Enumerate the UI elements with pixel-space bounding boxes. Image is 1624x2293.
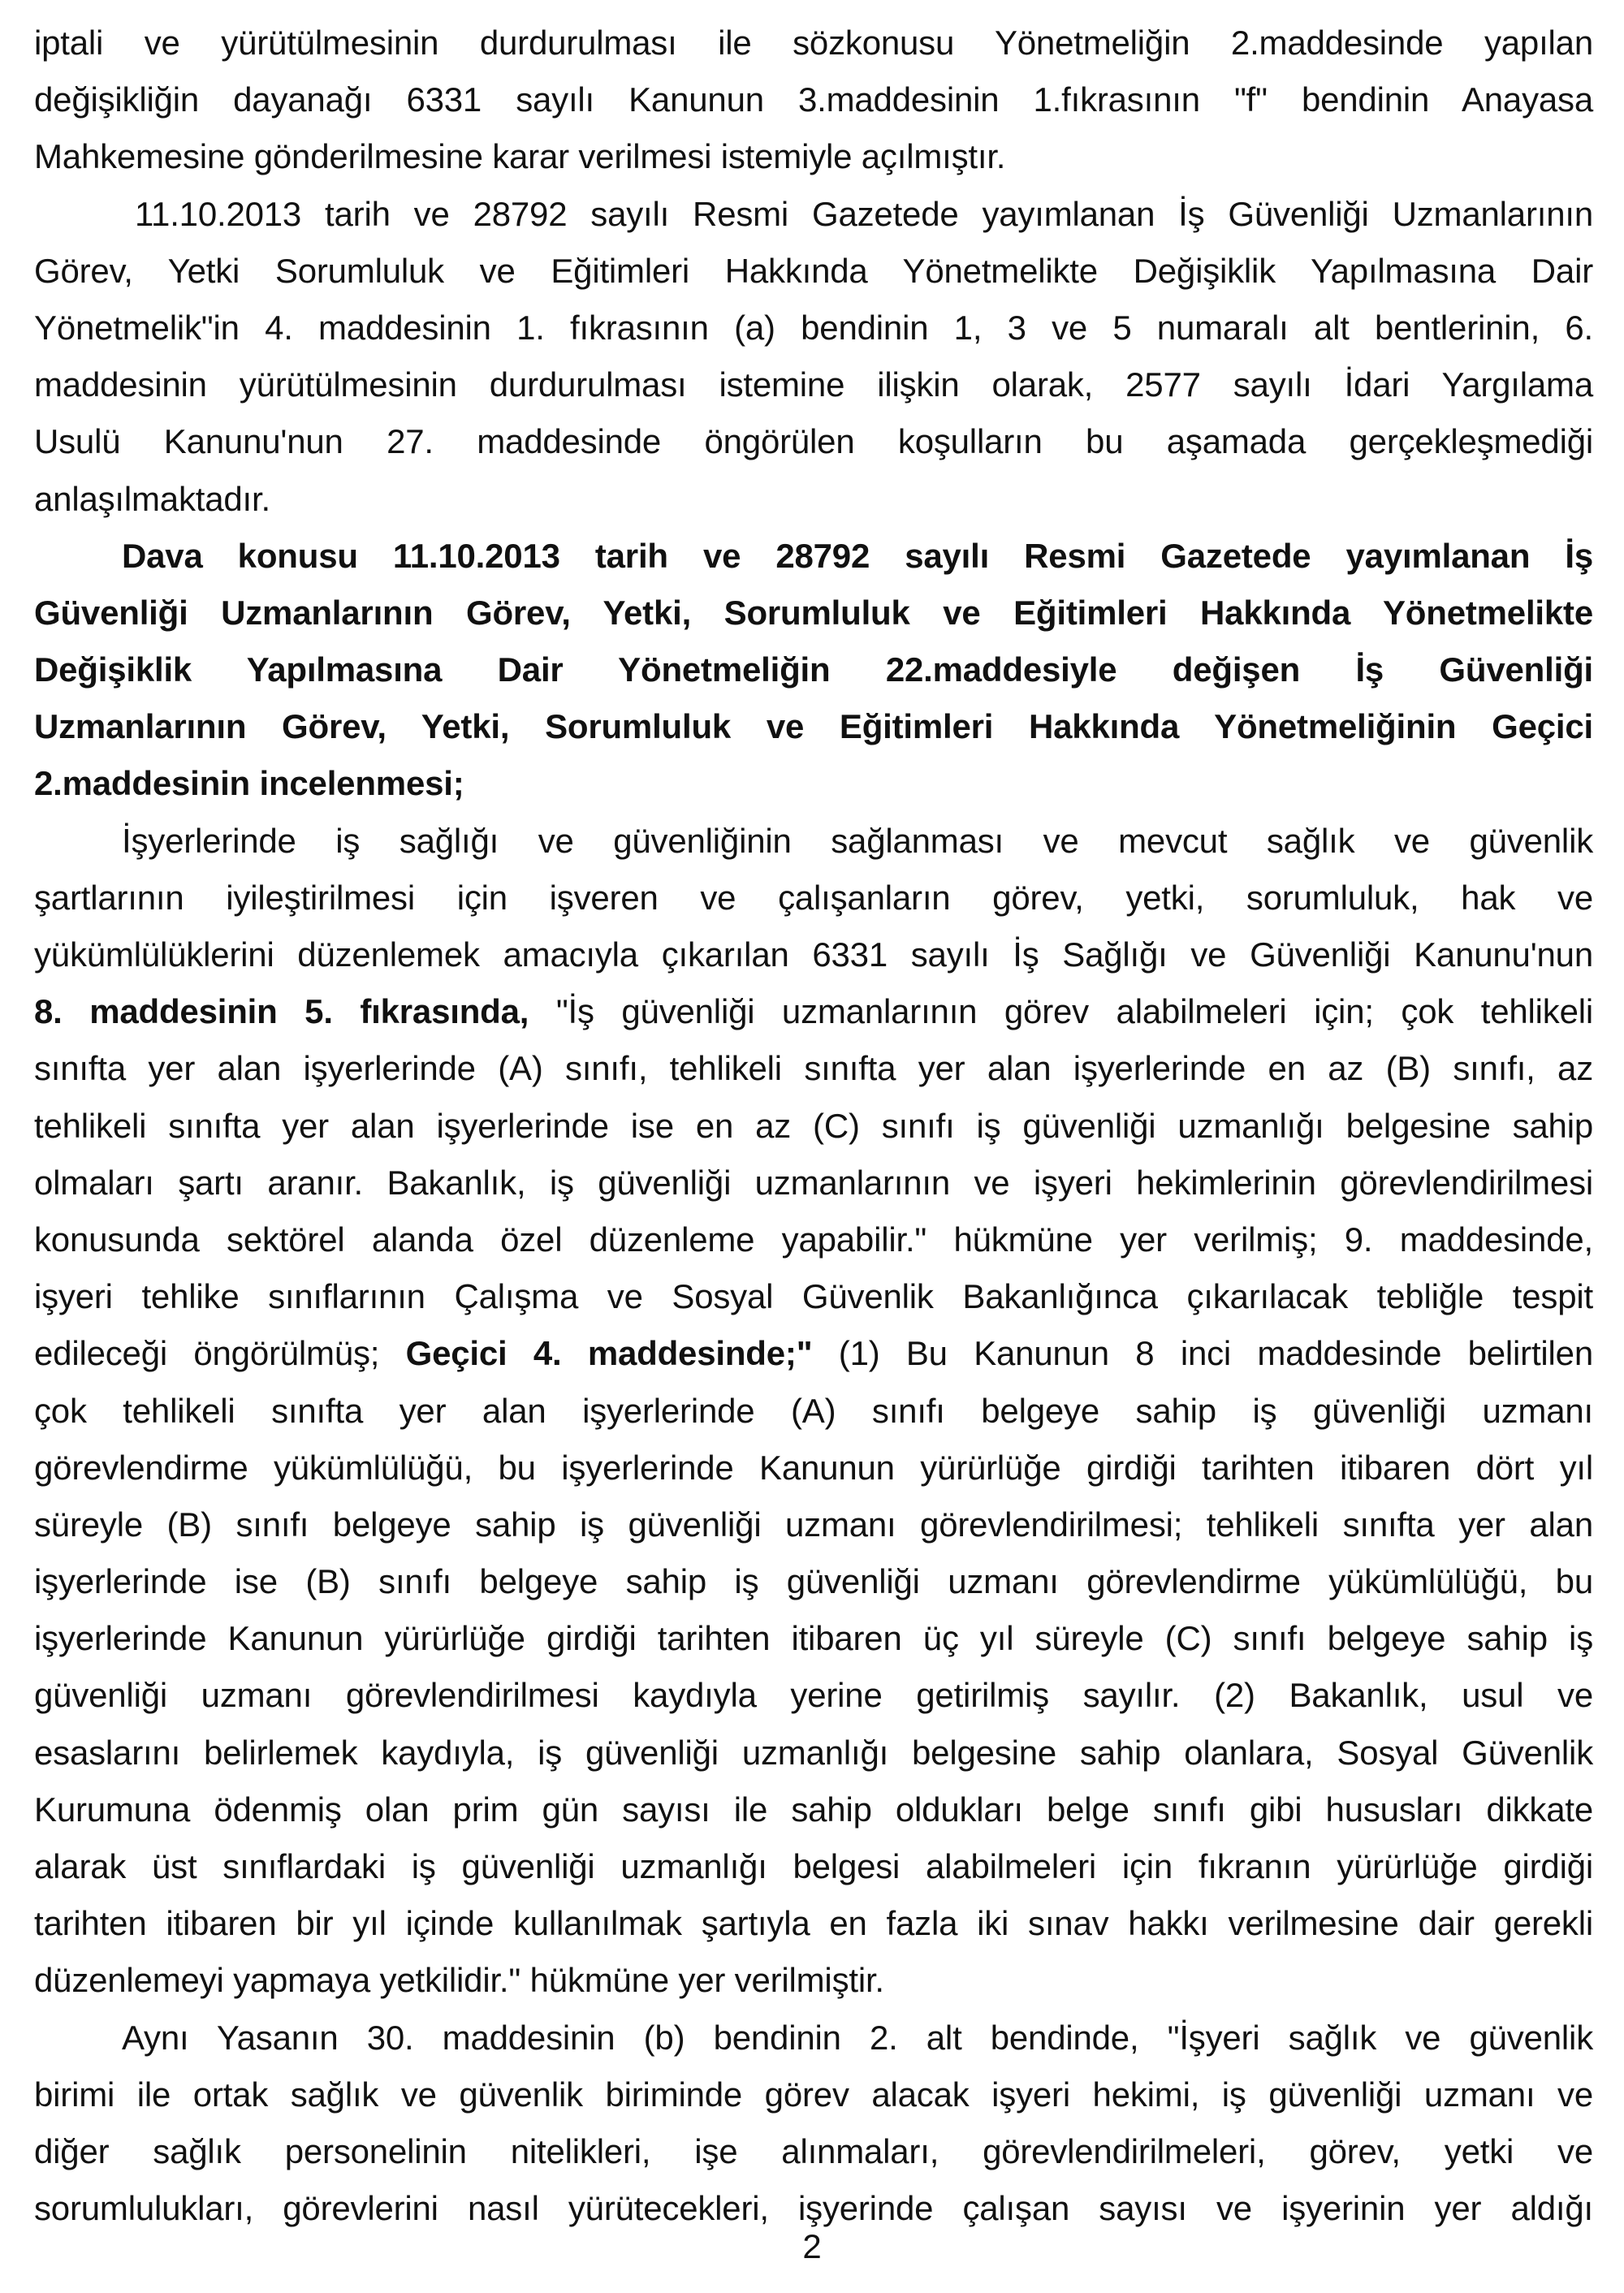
document-line: Görev, Yetki Sorumluluk ve Eğitimleri Hakkında Yönetmelikte Değişiklik Yapılmasına Dair bbox=[34, 251, 1593, 290]
document-line: Aynı Yasanın 30. maddesinin (b) bendinin 2. alt bendinde, "İşyeri sağlık ve güvenlik bbox=[122, 2018, 1593, 2057]
document-line: şartlarının iyileştirilmesi için işveren ve çalışanların görev, yetki, sorumluluk, hak ve bbox=[34, 878, 1593, 917]
text-run: (1) Bu Kanunun 8 inci maddesinde belirtilen bbox=[812, 1334, 1593, 1373]
document-line: işyerlerinde ise (B) sınıfı belgeye sahip iş güvenliği uzmanı görevlendirme yükümlülüğü, bu bbox=[34, 1562, 1593, 1601]
document-line: esaslarını belirlemek kaydıyla, iş güvenliği uzmanlığı belgesine sahip olanlara, Sosyal Güvenlik bbox=[34, 1733, 1593, 1772]
document-line: İşyerlerinde iş sağlığı ve güvenliğinin sağlanması ve mevcut sağlık ve güvenlik bbox=[122, 821, 1593, 860]
bold-reference: 8. maddesinin 5. fıkrasında, bbox=[34, 992, 529, 1031]
document-line: olmaları şartı aranır. Bakanlık, iş güvenliği uzmanlarının ve işyeri hekimlerinin görevlendirilmesi bbox=[34, 1163, 1593, 1202]
document-line: Dava konusu 11.10.2013 tarih ve 28792 sayılı Resmi Gazetede yayımlanan İş bbox=[122, 536, 1593, 575]
document-line: birimi ile ortak sağlık ve güvenlik biriminde görev alacak işyeri hekimi, iş güvenliği uzmanı ve bbox=[34, 2075, 1593, 2114]
bold-reference: Geçici 4. maddesinde;" bbox=[405, 1334, 813, 1373]
page-number: 2 bbox=[802, 2227, 822, 2265]
document-text-block-a bbox=[34, 15, 1593, 983]
text-run: "İş güvenliği uzmanlarının görev alabilmeleri için; çok tehlikeli bbox=[529, 992, 1593, 1031]
document-line: değişikliğin dayanağı 6331 sayılı Kanunun 3.maddesinin 1.fıkrasının "f" bendinin Anayasa bbox=[34, 80, 1593, 119]
document-line: 11.10.2013 tarih ve 28792 sayılı Resmi Gazetede yayımlanan İş Güvenliği Uzmanlarının bbox=[135, 194, 1593, 233]
document-line: işyerlerinde Kanunun yürürlüğe girdiği tarihten itibaren üç yıl süreyle (C) sınıfı belgeye sahip iş bbox=[34, 1619, 1593, 1658]
document-line: sorumlulukları, görevlerini nasıl yürütecekleri, işyerinde çalışan sayısı ve işyerinin yer aldığı bbox=[34, 2189, 1593, 2228]
document-line: Yönetmelik"in 4. maddesinin 1. fıkrasının (a) bendinin 1, 3 ve 5 numaralı alt bentlerinin, 6. bbox=[34, 308, 1593, 347]
document-line: görevlendirme yükümlülüğü, bu işyerlerinde Kanunun yürürlüğe girdiği tarihten itibaren dört yıl bbox=[34, 1448, 1593, 1487]
document-text-block-c bbox=[34, 1383, 1593, 2238]
document-line: iptali ve yürütülmesinin durdurulması ile sözkonusu Yönetmeliğin 2.maddesinde yapılan bbox=[34, 24, 1593, 62]
document-line: anlaşılmaktadır. bbox=[34, 479, 270, 518]
document-line: 2.maddesinin incelenmesi; bbox=[34, 764, 464, 803]
document-line-mixed bbox=[34, 983, 1593, 1040]
document-line: Değişiklik Yapılmasına Dair Yönetmeliğin 22.maddesiyle değişen İş Güvenliği bbox=[34, 650, 1593, 689]
document-line: yükümlülüklerini düzenlemek amacıyla çıkarılan 6331 sayılı İş Sağlığı ve Güvenliği Kanunu'nun bbox=[34, 935, 1593, 974]
document-line: düzenlemeyi yapmaya yetkilidir." hükmüne yer verilmiştir. bbox=[34, 1961, 884, 2000]
document-line: çok tehlikeli sınıfta yer alan işyerlerinde (A) sınıfı belgeye sahip iş güvenliği uzmanı bbox=[34, 1391, 1593, 1430]
document-text-block-b bbox=[34, 1040, 1593, 1325]
document-line: Uzmanlarının Görev, Yetki, Sorumluluk ve Eğitimleri Hakkında Yönetmeliğinin Geçici bbox=[34, 707, 1593, 746]
document-line: güvenliği uzmanı görevlendirilmesi kaydıyla yerine getirilmiş sayılır. (2) Bakanlık, usul ve bbox=[34, 1676, 1593, 1715]
document-line: Mahkemesine gönderilmesine karar verilmesi istemiyle açılmıştır. bbox=[34, 137, 1006, 176]
document-line: süreyle (B) sınıfı belgeye sahip iş güvenliği uzmanı görevlendirilmesi; tehlikeli sınıfta yer alan bbox=[34, 1505, 1593, 1544]
document-line-mixed bbox=[34, 1325, 1593, 1382]
document-line: tarihten itibaren bir yıl içinde kullanılmak şartıyla en fazla iki sınav hakkı verilmesine dair gerekli bbox=[34, 1904, 1593, 1943]
document-line: diğer sağlık personelinin nitelikleri, işe alınmaları, görevlendirilmeleri, görev, yetki ve bbox=[34, 2131, 1593, 2170]
text-run: edileceği öngörülmüş; bbox=[34, 1334, 406, 1373]
document-line: tehlikeli sınıfta yer alan işyerlerinde ise en az (C) sınıfı iş güvenliği uzmanlığı belgesine sahip bbox=[34, 1106, 1593, 1145]
document-line: konusunda sektörel alanda özel düzenleme yapabilir." hükmüne yer verilmiş; 9. maddesinde, bbox=[34, 1220, 1593, 1259]
document-line: Usulü Kanunu'nun 27. maddesinde öngörülen koşulların bu aşamada gerçekleşmediği bbox=[34, 422, 1593, 461]
document-line: alarak üst sınıflardaki iş güvenliği uzmanlığı belgesi alabilmeleri için fıkranın yürürlüğe girdiği bbox=[34, 1847, 1593, 1885]
document-line: Güvenliği Uzmanlarının Görev, Yetki, Sorumluluk ve Eğitimleri Hakkında Yönetmelikte bbox=[34, 593, 1593, 632]
document-line: Kurumuna ödenmiş olan prim gün sayısı ile sahip oldukları belge sınıfı gibi hususları dikkate bbox=[34, 1790, 1593, 1829]
document-line: maddesinin yürütülmesinin durdurulması istemine ilişkin olarak, 2577 sayılı İdari Yargılama bbox=[34, 365, 1593, 404]
document-line: işyeri tehlike sınıflarının Çalışma ve Sosyal Güvenlik Bakanlığınca çıkarılacak tebliğle tespit bbox=[34, 1277, 1593, 1316]
document-page bbox=[34, 15, 1593, 2237]
document-line: sınıfta yer alan işyerlerinde (A) sınıfı, tehlikeli sınıfta yer alan işyerlerinde en az (B) sınıfı, az bbox=[34, 1049, 1593, 1088]
